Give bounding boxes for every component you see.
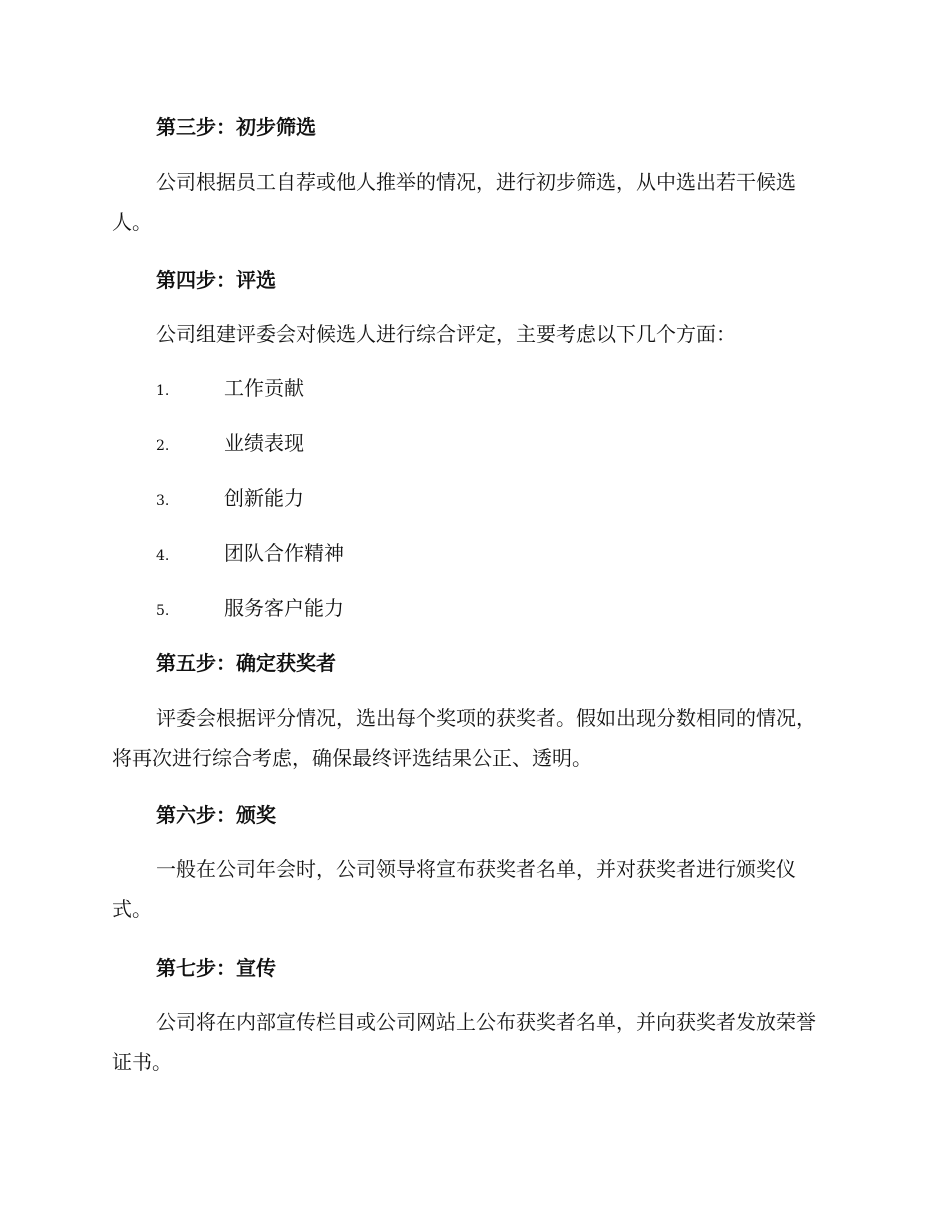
list-item [156, 431, 756, 458]
step3-heading: 第三步：初步筛选 [156, 115, 316, 139]
list-number: 1. [156, 383, 170, 399]
list-number: 4. [156, 548, 170, 564]
list-text: 服务客户能力 [224, 596, 344, 620]
step4-paragraph: 公司组建评委会对候选人进行综合评定，主要考虑以下几个方面： [156, 322, 736, 346]
step7-paragraph: 公司将在内部宣传栏目或公司网站上公布获奖者名单，并向获奖者发放荣誉证书。 [112, 1010, 816, 1074]
step6-heading: 第六步：颁奖 [156, 803, 276, 827]
list-number: 2. [156, 438, 170, 454]
step5-paragraph: 评委会根据评分情况，选出每个奖项的获奖者。假如出现分数相同的情况，将再次进行综合考虑，确保最终评选结果公正、透明。 [112, 706, 816, 770]
list-item [156, 596, 756, 623]
list-text: 团队合作精神 [224, 541, 344, 565]
list-text: 业绩表现 [224, 431, 304, 455]
list-text: 创新能力 [224, 486, 304, 510]
step7-heading: 第七步：宣传 [156, 956, 276, 980]
list-number: 5. [156, 603, 170, 619]
step4-heading: 第四步：评选 [156, 268, 276, 292]
step3-paragraph: 公司根据员工自荐或他人推举的情况，进行初步筛选，从中选出若干候选人。 [112, 170, 796, 234]
step5-heading: 第五步：确定获奖者 [156, 651, 336, 675]
list-item [156, 376, 756, 403]
step6-paragraph: 一般在公司年会时，公司领导将宣布获奖者名单，并对获奖者进行颁奖仪式。 [112, 857, 796, 921]
list-item [156, 486, 756, 513]
list-number: 3. [156, 493, 170, 509]
list-text: 工作贡献 [224, 376, 304, 400]
list-item [156, 541, 756, 568]
